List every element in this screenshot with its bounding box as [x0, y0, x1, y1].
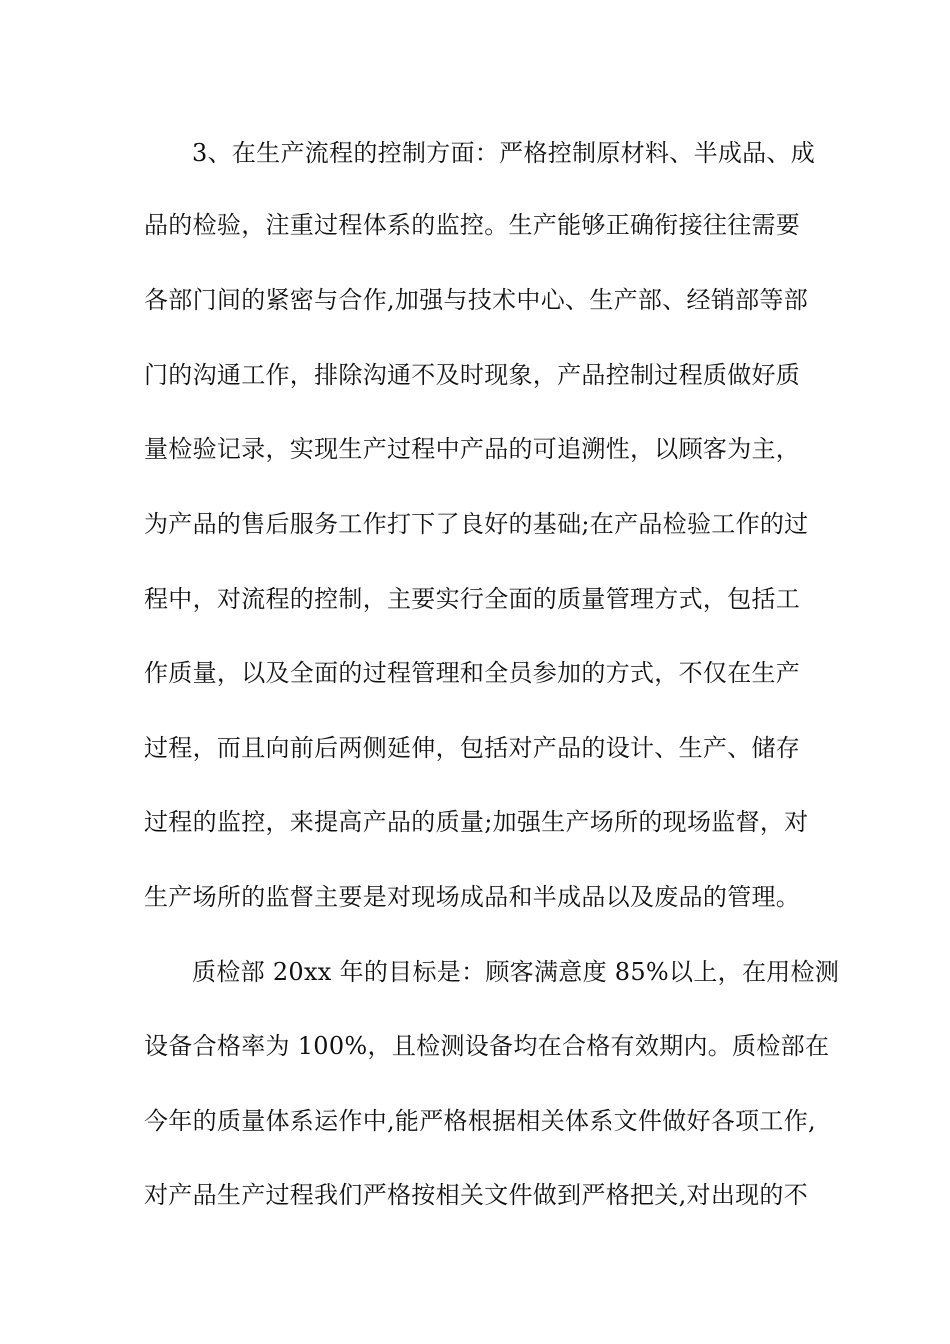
paragraph-1-line-10: 过程的监控，来提高产品的质量;加强生产场所的现场监督，对	[144, 808, 809, 836]
paragraph-1-line-3: 各部门间的紧密与合作,加强与技术中心、生产部、经销部等部	[144, 286, 809, 314]
paragraph-1-line-2: 品的检验，注重过程体系的监控。生产能够正确衔接往往需要	[144, 211, 801, 239]
paragraph-2-line-1: 质检部 20xx 年的目标是：顾客满意度 85%以上，在用检测	[192, 958, 840, 986]
paragraph-1-line-4: 门的沟通工作，排除沟通不及时现象，产品控制过程质做好质	[144, 361, 801, 389]
paragraph-1-line-8: 作质量，以及全面的过程管理和全员参加的方式，不仅在生产	[144, 659, 801, 687]
paragraph-2-line-4: 对产品生产过程我们严格按相关文件做到严格把关,对出现的不	[144, 1181, 809, 1209]
paragraph-1-line-5: 量检验记录，实现生产过程中产品的可追溯性，以顾客为主，	[144, 435, 801, 463]
paragraph-2-line-3: 今年的质量体系运作中,能严格根据相关体系文件做好各项工作,	[144, 1107, 816, 1135]
paragraph-1-line-7: 程中，对流程的控制，主要实行全面的质量管理方式，包括工	[144, 585, 801, 613]
paragraph-1-line-6: 为产品的售后服务工作打下了良好的基础;在产品检验工作的过	[144, 510, 809, 538]
paragraph-2-line-2: 设备合格率为 100%，且检测设备均在合格有效期内。质检部在	[144, 1032, 830, 1060]
paragraph-1-line-11: 生产场所的监督主要是对现场成品和半成品以及废品的管理。	[144, 883, 801, 911]
paragraph-1-line-9: 过程，而且向前后两侧延伸，包括对产品的设计、生产、储存	[144, 734, 801, 762]
paragraph-1-line-1: 3、在生产流程的控制方面：严格控制原材料、半成品、成	[192, 139, 816, 167]
